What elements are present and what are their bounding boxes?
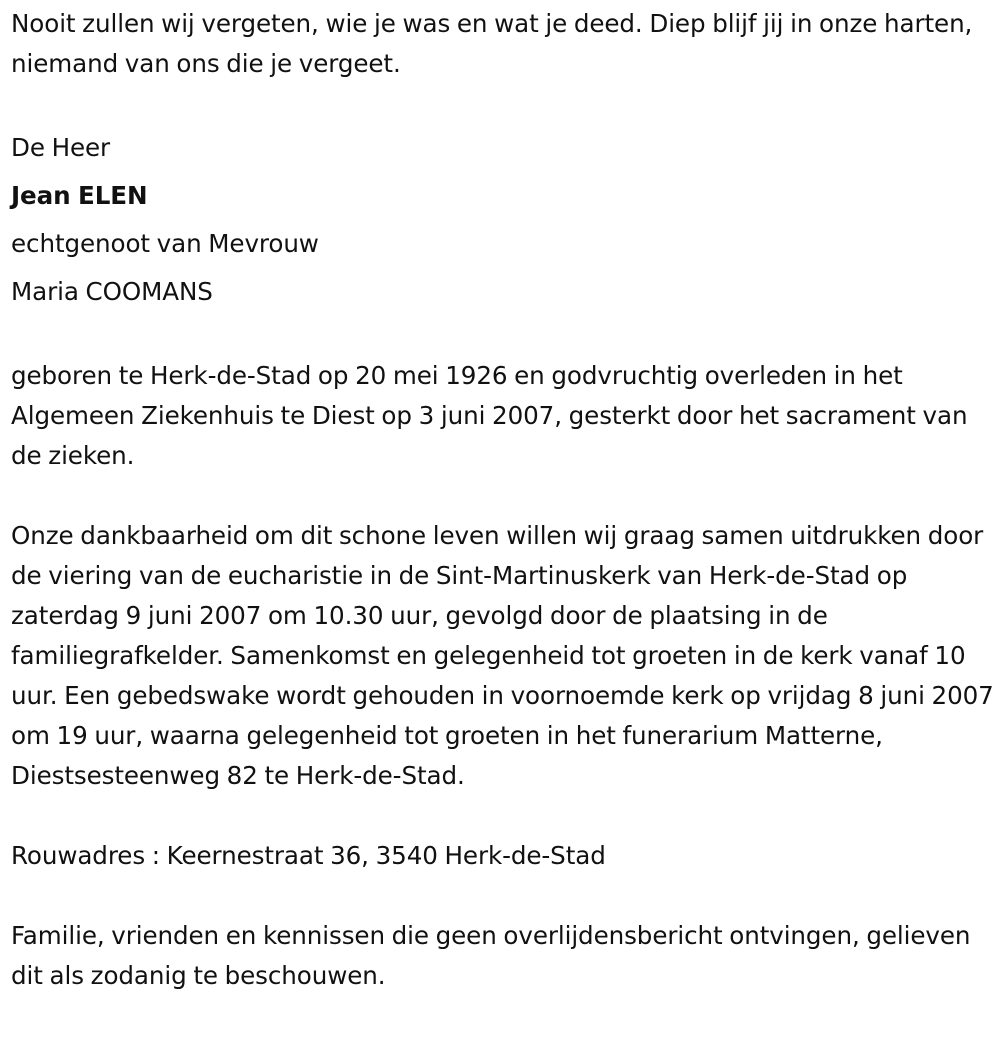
spacer	[11, 476, 996, 516]
spacer	[11, 876, 996, 916]
spouse-relation: echtgenoot van Mevrouw	[11, 229, 319, 258]
spacer	[11, 316, 996, 356]
spouse-name: Maria COOMANS	[11, 277, 213, 306]
ceremony-paragraph: Onze dankbaarheid om dit schone leven willen wij graag samen uitdrukken door de viering van de eucharistie in de Sint-Martinuskerk van Herk-de-Stad op zaterdag 9 juni 2007 om 10.30 uur, gevolgd door de plaatsing in de familiegrafkelder. Samenkomst en gelegenheid tot groeten in de kerk vanaf 10 uur. Een gebedswake wordt gehouden in voornoemde kerk op vrijdag 8 juni 2007 om 19 uur, waarna gelegenheid tot groeten in het funerarium Matterne, Diestsesteenweg 82 te Herk-de-Stad.	[11, 521, 994, 790]
closing-note: Familie, vrienden en kennissen die geen overlijdensbericht ontvingen, gelieven dit als zodanig te beschouwen.	[11, 921, 971, 990]
spacer	[11, 84, 996, 124]
obituary-notice	[11, 4, 996, 996]
spacer	[11, 796, 996, 836]
birth-death-paragraph: geboren te Herk-de-Stad op 20 mei 1926 en godvruchtig overleden in het Algemeen Ziekenhuis te Diest op 3 juni 2007, gesterkt door het sacrament van de zieken.	[11, 361, 968, 470]
deceased-name: Jean ELEN	[11, 181, 148, 210]
mourning-address: Rouwadres : Keernestraat 36, 3540 Herk-de-Stad	[11, 841, 606, 870]
opening-verse: Nooit zullen wij vergeten, wie je was en wat je deed. Diep blijf jij in onze harten, niemand van ons die je vergeet.	[11, 9, 973, 78]
salutation: De Heer	[11, 133, 111, 162]
